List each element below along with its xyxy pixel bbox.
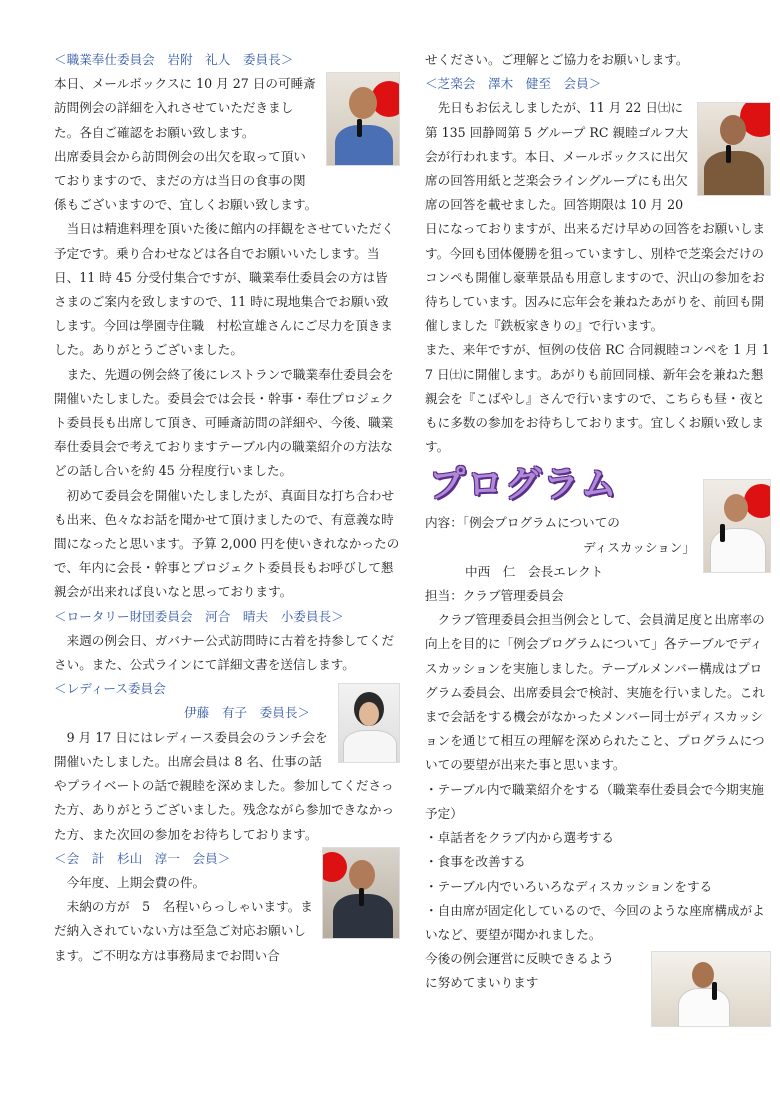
- left-column: [54, 48, 400, 968]
- program-content-label-2: ディスカッション」: [583, 539, 695, 555]
- program-charge: 担当：クラブ管理委員会: [425, 588, 564, 604]
- section-heading-ladies: ＜レディース委員会: [54, 681, 166, 697]
- accounting-continued: せください。ご理解とご協力をお願いします。: [425, 52, 689, 67]
- section-heading-vocational: ＜職業奉仕委員会 岩附 礼人 委員長＞: [54, 52, 294, 67]
- accounting-p1: 今年度、上期会費の件。: [66, 874, 206, 890]
- program-closing: 今後の例会運営に反映できるように努めてまいります: [425, 951, 614, 991]
- section-heading-golf: ＜芝楽会 澤木 健至 会員＞: [425, 76, 602, 92]
- golf-p2: また、来年ですが、恒例の伎倍 RC 合同親睦コンペを 1 月 17 日㈯に開催します。あがりも前回同様、新年会を兼ねた懇親会を『こばやし』さんで行いますので、こちらも昼・夜ともに多数の参加をお待ちしております。宜しくお願い致します。: [425, 342, 770, 455]
- section-heading-ladies-chair: 伊藤 有子 委員長＞: [184, 705, 310, 721]
- vocational-p4: また、先週の例会終了後にレストランで職業奉仕委員会を開催いたしました。委員会では会長・幹事・奉仕プロジェクト委員長も出席して頂き、可睡斎訪問の詳細や、今後、職業奉仕委員会で考えておりますテーブル内の職業紹介の方法などの話し合いを約 45 分程度行いました。: [54, 366, 394, 479]
- program-bullet-2: ・卓話者をクラブ内から選考する: [425, 830, 614, 846]
- foundation-p1: 来週の例会日、ガバナー公式訪問時に古着を持参してください。また、公式ラインにて詳細文書を送信します。: [54, 632, 395, 673]
- program-bullet-1: ・テーブル内で職業紹介をする（職業奉仕委員会で今期実施予定）: [425, 781, 764, 821]
- vocational-p2: 出席委員会から訪問例会の出欠を取って頂いておりますので、まだの方は当日の食事の関係もございますので、宜しくお願い致します。: [54, 148, 318, 213]
- program-bullet-5: ・自由席が固定化しているので、今回のような座席構成がよいなど、要望が聞かれました。: [425, 902, 765, 942]
- section-heading-foundation: ＜ロータリー財団委員会 河合 晴夫 小委員長＞: [54, 608, 344, 624]
- program-p1: クラブ管理委員会担当例会として、会員満足度と出席率の向上を目的に「例会プログラムについて」各テーブルでディスカッションを実施しました。テーブルメンバー構成はプログラム委員会、出席委員会で検討、実施を行いました。これまで会話をする機会がなかったメンバー同士がディスカッションを通じて相互の理解を深められたこと、プログラムについての要望が出来た事と思います。: [425, 612, 765, 773]
- photo-ito: [338, 683, 400, 763]
- photo-sawaki: [697, 102, 771, 196]
- photo-nakanishi: [703, 479, 771, 573]
- vocational-p3: 当日は精進料理を頂いた後に館内の拝観をさせていただく予定です。乗り合わせなどは各自でお願いいたします。当日、11 時 45 分受付集合ですが、職業奉仕委員会の方は皆さまのご案内を致しますので、11 時に現地集合でお願い致します。今回は學園寺住職 村松宣雄さんにご尽力を頂きました。ありがとうございました。: [54, 221, 395, 358]
- accounting-p2: 未納の方が 5 名程いらっしゃいます。まだ納入されていない方は至急ご対応お願いします。ご不明な方は事務局までお問い合: [54, 899, 313, 963]
- vocational-p1: 本日、メールボックスに 10 月 27 日の可睡斎訪問例会の詳細を入れさせていただきました。各自ご確認をお願い致します。: [54, 76, 316, 140]
- program-bullet-3: ・食事を改善する: [425, 854, 526, 870]
- photo-sugiyama: [322, 847, 400, 939]
- program-bullet-4: ・テーブル内でいろいろなディスカッションをする: [425, 878, 713, 894]
- right-column: [425, 48, 771, 1031]
- golf-p1: 先日もお伝えしましたが、11 月 22 日㈯に第 135 回静岡第 5 グループ RC 親睦ゴルフ大会が行われます。本日、メールボックスに出欠席の回答用紙と芝楽会ライングループにも出欠席の回答を載せました。回答期限は 10 月 20 日になっておりますが、出来るだけ早めの回答をお願いします。今回も団体優勝を狙っていますし、別枠で芝楽会だけのコンペも開催し豪華景品も用意しますので、沢山の参加をお待ちしています。因みに忘年会を兼ねたあがりを、前回も開催しました『鉄板家きりの』で行います。: [425, 100, 766, 334]
- photo-discussion: [651, 951, 771, 1027]
- program-content-label: 内容：「例会プログラムについての: [425, 515, 620, 531]
- program-title: プログラム: [429, 464, 619, 506]
- photo-iwatsuki: [326, 72, 400, 166]
- program-speaker: 中西 仁 会長エレクト: [465, 563, 604, 579]
- section-heading-accounting: ＜会 計 杉山 淳一 会員＞: [54, 850, 231, 866]
- vocational-p5: 初めて委員会を開催いたしましたが、真面目な打ち合わせも出来、色々なお話を聞かせて頂けましたので、有意義な時間になったと思います。予算 2,000 円を使いきれなかったので、年内に会長・幹事とプロジェクト委員長もお呼びして懇親会が出来れば良いなと思っております。: [54, 487, 400, 600]
- ladies-p1: 9 月 17 日にはレディース委員会のランチ会を開催いたしました。出席会員は 8 名、仕事の話やプライベートの話で親睦を深めました。参加してくださった方、ありがとうございました。残念ながら参加できなかった方、また次回の参加をお待ちしております。: [54, 729, 395, 842]
